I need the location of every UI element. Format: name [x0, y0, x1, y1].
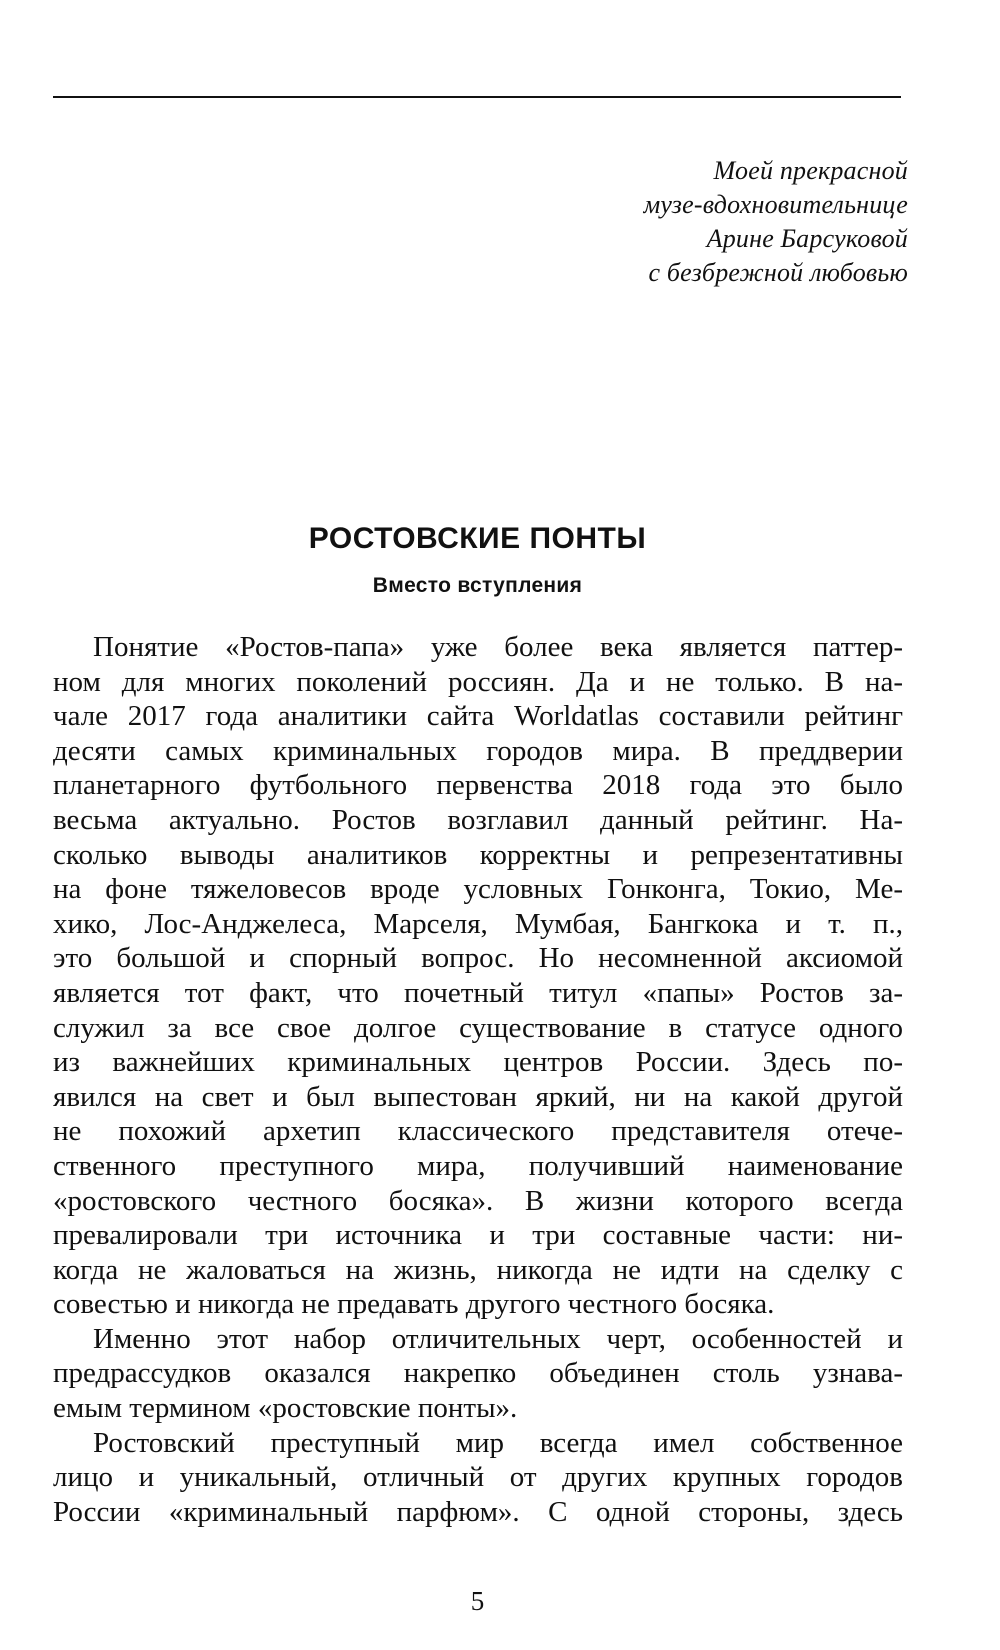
text-line: предрассудков оказался накрепко объединен столь узнава-	[53, 1357, 903, 1390]
text-line: не похожий архетип классического представителя отече-	[53, 1115, 903, 1148]
dedication-line: с безбрежной любовью	[648, 258, 908, 287]
text-line: весьма актуально. Ростов возглавил данный рейтинг. На-	[53, 803, 903, 836]
chapter-subtitle: Вместо вступления	[372, 574, 583, 597]
dedication-line: музе-вдохновительнице	[643, 190, 908, 219]
text-line: России «криминальный парфюм». С одной стороны, здесь	[53, 1495, 903, 1528]
body-text	[53, 630, 903, 1529]
text-line: чале 2017 года аналитики сайта Worldatlas составили рейтинг	[53, 700, 903, 733]
paragraph	[53, 1322, 903, 1426]
dedication-line: Арине Барсуковой	[706, 224, 908, 253]
text-line: «ростовского честного босяка». В жизни которого всегда	[53, 1184, 903, 1217]
text-line: Понятие «Ростов-папа» уже более века является паттер-	[93, 631, 903, 663]
text-line: ственного преступного мира, получивший наименование	[53, 1149, 903, 1182]
text-line: хико, Лос-Анджелеса, Марселя, Мумбая, Бангкока и т. п.,	[53, 907, 903, 940]
text-line: превалировали три источника и три составные части: ни-	[53, 1219, 903, 1252]
page-number: 5	[470, 1586, 485, 1616]
text-line: десяти самых криминальных городов мира. В преддверии	[53, 734, 903, 767]
text-line: ном для многих поколений россиян. Да и не только. В на-	[53, 665, 903, 698]
text-line: Ростовский преступный мир всегда имел собственное	[93, 1426, 903, 1459]
paragraph	[53, 1426, 903, 1530]
text-line: на фоне тяжеловесов вроде условных Гонконга, Токио, Ме-	[53, 873, 903, 906]
text-line: является тот факт, что почетный титул «папы» Ростов за-	[53, 976, 903, 1009]
text-line: сколько выводы аналитиков корректны и репрезентативны	[53, 838, 903, 871]
paragraph	[53, 630, 903, 1322]
text-line: это большой и спорный вопрос. Но несомненной аксиомой	[53, 942, 903, 975]
text-line: планетарного футбольного первенства 2018 года это было	[53, 769, 903, 802]
header-rule	[53, 96, 901, 98]
text-line: из важнейших криминальных центров России. Здесь по-	[53, 1046, 903, 1079]
text-line: служил за все свое долгое существование в статусе одного	[53, 1011, 903, 1044]
text-line: явился на свет и был выпестован яркий, ни на какой другой	[53, 1080, 903, 1113]
text-line: лицо и уникальный, отличный от других крупных городов	[53, 1461, 903, 1494]
chapter-title: РОСТОВСКИЕ ПОНТЫ	[308, 522, 647, 555]
dedication-line: Моей прекрасной	[713, 156, 908, 185]
text-line: когда не жаловаться на жизнь, никогда не идти на сделку с	[53, 1253, 903, 1286]
dedication	[408, 154, 908, 290]
text-line: емым термином «ростовские понты».	[53, 1392, 518, 1425]
text-line: совестью и никогда не предавать другого честного босяка.	[53, 1288, 775, 1321]
text-line: Именно этот набор отличительных черт, особенностей и	[93, 1322, 903, 1355]
